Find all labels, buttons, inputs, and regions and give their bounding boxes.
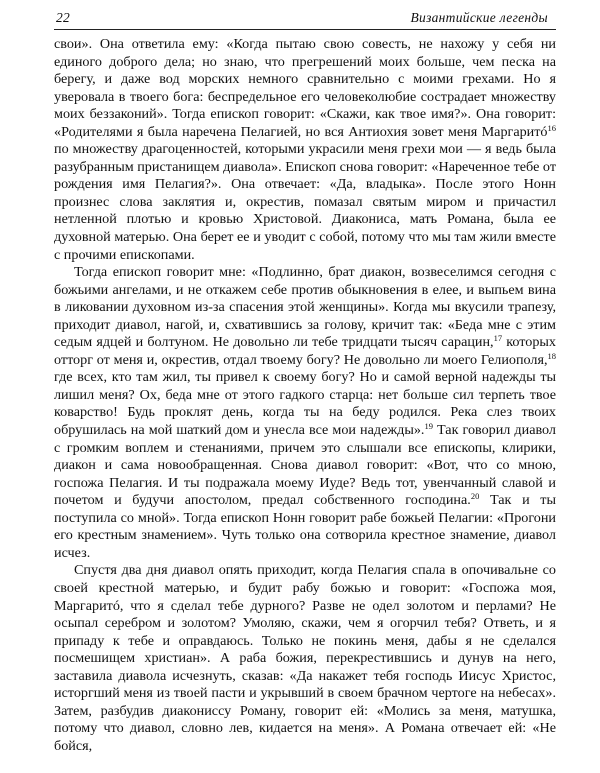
paragraph-2 [54, 264, 556, 562]
text-segment: которых отторг от меня и, окрестив, отдал твоему богу? Не довольно ли моего Гелиополя, [54, 334, 556, 368]
footnote-ref-20: 20 [470, 491, 480, 502]
paragraph-1 [54, 36, 556, 264]
page-number: 22 [56, 10, 71, 25]
footnote-ref-16: 16 [547, 122, 556, 133]
running-title: Византийские легенды [410, 10, 548, 25]
text-segment: Так говорил диавол с громким воплем и стенаниями, причем это слышали все епископы, клирики, диакон и сама новообращенная. Снова диавол говорит: «Вот, что со мною, госпожа Пелагия. И ты подражала моему Иуде? Ведь тот, увенчанный славой и почетом и будучи апостолом, предал собственного господина. [54, 422, 556, 509]
footnote-ref-17: 17 [493, 333, 503, 344]
footnote-ref-19: 19 [424, 421, 433, 432]
book-page [54, 10, 556, 755]
running-head [54, 10, 556, 30]
text-segment: Тогда епископ говорит мне: «Подлинно, брат диакон, возвеселимся сегодня с божьими ангелами, и не откажем себе против обыкновения в елее, и выпьем вина в ликовании духовном из-за спасения этой женщины». Когда мы вкусили трапезу, приходит диавол, нагой, и, схватившись за голову, кричит так: «Беда мне с этим седым ядцей и болтуном. Не довольно ли тебе тридцати тысяч сарацин, [54, 264, 556, 351]
body-text [54, 36, 556, 755]
text-segment: Так и ты поступила со мной». Тогда епископ Нонн говорит рабе божьей Пелагии: «Прогони его крестным знамением». Чуть только она сотворила крестное знамение, диавол исчез. [54, 492, 556, 561]
footnote-ref-18: 18 [547, 350, 556, 361]
paragraph-3 [54, 562, 556, 755]
text-segment: где всех, кто там жил, ты привел к своему богу? Но и самой верной надежды ты лишил меня? Ох, беда мне от этого гадкого старца: нет больше сил терпеть твое коварство! Будь проклят день, когда ты на беду родился. Река слез твоих обрушилась на мой шаткий дом и унесла все мои надежды». [54, 369, 556, 439]
text-segment: по множеству драгоценностей, которыми украсили меня грехи мои — я ведь была разубранным пристанищем диавола». Епископ снова говорит: «Нареченное тебе от рождения имя Пелагия?». Она отвечает: «Да, владыка». После этого Нонн произнес слова заклятия и, окрестив, помазал святым миром и причастил нетленной плотью и кровью Христовой. Диакониса, мать Романа, была ее духовной матерью. Она берет ее и уводит с собой, потому что мы там жили вместе с прочими епископами. [54, 141, 556, 263]
text-segment: свои». Она ответила ему: «Когда пытаю свою совесть, не нахожу у себя ни единого доброго дела; но знаю, что прегрешений моих больше, чем песка на берегу, и даже вод морских немного сравнительно с моими грехами. Но я уверовала в твоего бога: беспредельное его человеколюбие сострадает множеству моих беззаконий». Тогда епископ говорит: «Скажи, как твое имя?». Она говорит: «Родителями я была наречена Пелагией, но вся Антиохия зовет меня Маргаритó [54, 36, 556, 140]
text-segment: Спустя два дня диавол опять приходит, когда Пелагия спала в опочивальне со своей крестной матерью, и будит рабу божью и говорит: «Госпожа моя, Маргаритó, что я сделал тебе дурного? Разве не одел золотом и перлами? Не осыпал серебром и золотом? Умоляю, скажи, чем я огорчил тебя? Ответь, и я припаду к тебе и оправдаюсь. Только не покинь меня, дабы я не сделался посмешищем христиан». А раба божия, перекрестившись и дунув на него, заставила диавола исчезнуть, сказав: «Да накажет тебя господь Иисус Христос, исторгший меня из твоей пасти и укрывший в своем брачном чертоге на небесах». Затем, разбудив диакониссу Роману, говорит ей: «Молись за меня, матушка, потому что диавол, словно лев, кидается на меня». А Романа отвечает ей: «Не бойся, [54, 562, 556, 754]
